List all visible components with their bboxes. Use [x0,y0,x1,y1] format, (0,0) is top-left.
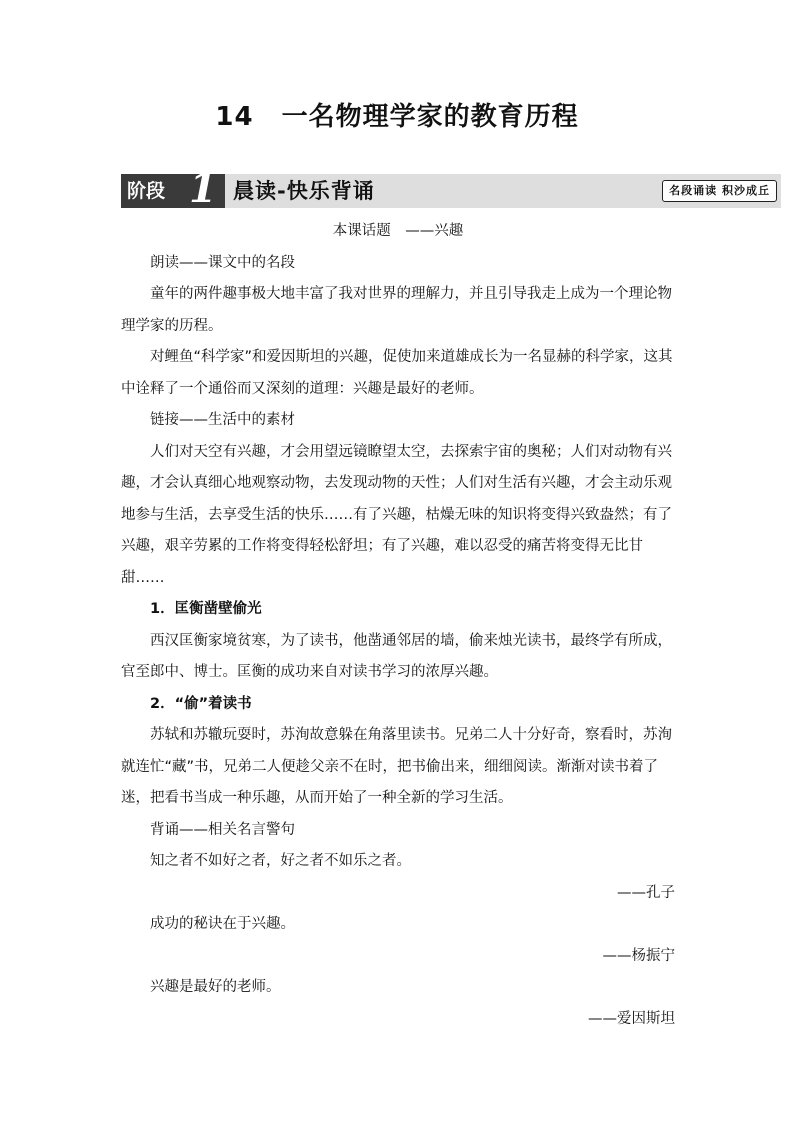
item-2-title: 2．“偷”着读书 [150,695,252,712]
quote-3-author: ——爱因斯坦 [588,1010,675,1027]
quote-1-text: 知之者不如好之者，好之者不如乐之者。 [150,853,411,869]
quote-2-text: 成功的秘诀在于兴趣。 [150,916,295,932]
item-1-title: 1．匡衡凿壁偷光 [150,601,262,617]
reading-paragraph-1: 童年的两件趣事极大地丰富了我对世界的理解力，并且引导我走上成为一个理论物理学家的历程。 [121,286,672,334]
topic-line: 本课话题 ——兴趣 [332,223,464,239]
stage-title: 晨读-快乐背诵 [233,179,375,203]
lesson-title: 一名物理学家的教育历程 [281,102,579,132]
link-heading: 链接——生活中的素材 [150,412,295,428]
page-title [0,96,794,133]
quote-2-author: ——杨振宁 [602,947,675,964]
reading-paragraph-2: 对鲤鱼“科学家”和爱因斯坦的兴趣，促使加来道雄成长为一名显赫的科学家，这其中诠释了一个通俗而又深刻的道理：兴趣是最好的老师。 [121,349,673,397]
recite-heading: 背诵——相关名言警句 [150,821,295,838]
stage-banner [121,165,781,212]
stage-number: 1 [189,165,217,212]
quote-1-author: ——孔子 [617,884,675,901]
reading-heading: 朗读——课文中的名段 [150,254,295,271]
stage-tag: 阶段 [121,174,225,208]
stage-badge: 名段诵读 积沙成丘 [662,180,777,202]
main-content [121,216,675,1035]
link-paragraph: 人们对天空有兴趣，才会用望远镜瞭望太空，去探索宇宙的奥秘；人们对动物有兴趣，才会认真细心地观察动物，去发现动物的天性；人们对生活有兴趣，才会主动乐观地参与生活，去享受生活的快乐……有了兴趣，枯燥无味的知识将变得兴致盎然；有了兴趣，艰辛劳累的工作将变得轻松舒坦；有了兴趣，难以忍受的痛苦将变得无比甘甜…… [121,443,672,586]
lesson-number: 14 [215,102,254,132]
item-1-text: 西汉匡衡家境贫寒，为了读书，他凿通邻居的墙，偷来烛光读书，最终学有所成，官至郎中、博士。匡衡的成功来自对读书学习的浓厚兴趣。 [121,632,672,680]
quote-3-text: 兴趣是最好的老师。 [150,979,281,995]
item-2-text: 苏轼和苏辙玩耍时，苏洵故意躲在角落里读书。兄弟二人十分好奇，察看时，苏洵就连忙“藏”书，兄弟二人便趁父亲不在时，把书偷出来，细细阅读。渐渐对读书着了迷，把看书当成一种乐趣，从而开始了一种全新的学习生活。 [121,727,672,806]
